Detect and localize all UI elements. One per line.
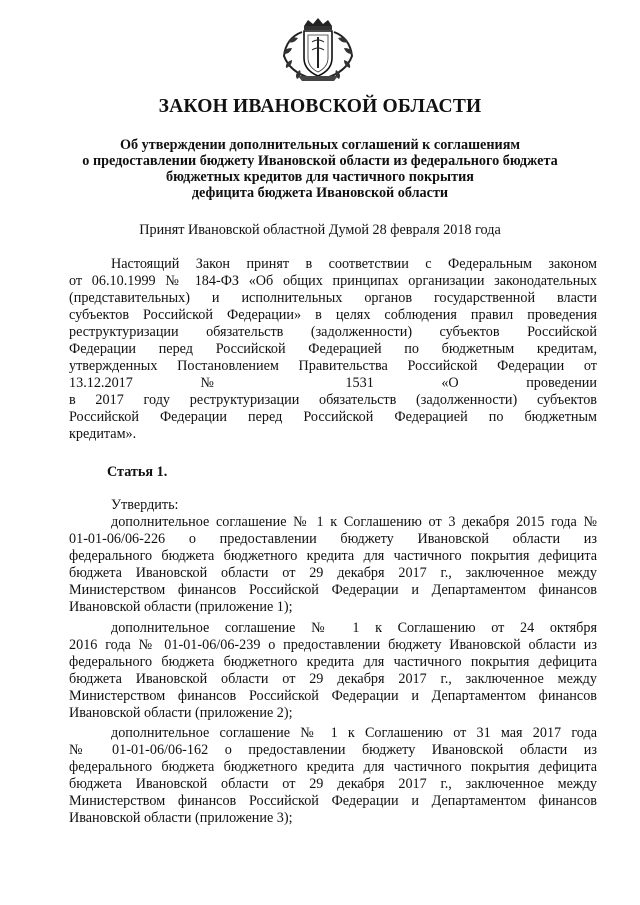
preamble-paragraph [69,256,597,443]
text-line: федерального бюджета бюджетного кредита для частичного покрытия дефицита [69,548,597,564]
text-line: федерального бюджета бюджетного кредита для частичного покрытия дефицита [69,759,597,775]
subtitle-line: дефицита бюджета Ивановской области [191,185,449,201]
text-line: федерального бюджета бюджетного кредита для частичного покрытия дефицита [69,654,597,670]
text-line: от 06.10.1999 № 184-ФЗ «Об общих принципах организации законодательных [69,273,597,289]
text-line: Ивановской области (приложение 3); [69,810,293,826]
subtitle-line: Об утверждении дополнительных соглашений к соглашениям [119,137,521,153]
article-heading: Статья 1. [107,464,168,480]
text-line: № 01-01-06/06-162 о предоставлении бюджету Ивановской области из [69,742,597,758]
approve-line [69,497,597,514]
text-line: реструктуризации обязательств (задолженности) субъектов Российской [69,324,597,340]
subtitle-line: бюджетных кредитов для частичного покрытия [166,169,474,185]
law-subtitle [40,137,600,201]
law-title: ЗАКОН ИВАНОВСКОЙ ОБЛАСТИ [158,96,482,117]
text-line: Федерации перед Российской Федерацией по бюджетным кредитам, [69,341,597,357]
text-line: 01-01-06/06-226 о предоставлении бюджету Ивановской области из [69,531,597,547]
text-line: Министерством финансов Российской Федерации и Департаментом финансов [69,793,597,809]
text-line: в 2017 году реструктуризации обязательств (задолженности) субъектов [69,392,597,408]
text-line: 13.12.2017 № 1531 «О проведении [69,375,597,391]
list-item [69,620,597,722]
text-line: дополнительное соглашение № 1 к Соглашению от 3 декабря 2015 года № [111,514,597,530]
text-line: Ивановской области (приложение 2); [69,705,293,721]
text-line: (представительных) и исполнительных органов государственной власти [69,290,597,306]
text-line: дополнительное соглашение № 1 к Соглашению от 31 мая 2017 года [111,725,597,741]
ivanovo-coat-of-arms-icon [268,18,368,82]
adoption-line: Принят Ивановской областной Думой 28 февраля 2018 года [139,222,501,238]
text-line: 2016 года № 01-01-06/06-239 о предоставлении бюджету Ивановской области из [69,637,597,653]
text-line: субъектов Российской Федерации» в целях соблюдения правил проведения [69,307,597,323]
text-line: Утвердить: [111,497,179,513]
text-line: Российской Федерации перед Российской Федерацией по бюджетным [69,409,597,425]
text-line: утвержденных Постановлением Правительства Российской Федерации от [69,358,597,374]
text-line: Настоящий Закон принят в соответствии с Федеральным законом [111,256,597,272]
text-line: бюджета Ивановской области от 29 декабря 2017 г., заключенное между [69,671,597,687]
text-line: кредитам». [69,426,137,442]
list-item [69,725,597,827]
subtitle-line: о предоставлении бюджету Ивановской области из федерального бюджета [82,153,558,169]
text-line: Министерством финансов Российской Федерации и Департаментом финансов [69,688,597,704]
text-line: дополнительное соглашение № 1 к Соглашению от 24 октября [111,620,597,636]
text-line: бюджета Ивановской области от 29 декабря 2017 г., заключенное между [69,776,597,792]
list-item [69,514,597,616]
text-line: Министерством финансов Российской Федерации и Департаментом финансов [69,582,597,598]
text-line: Ивановской области (приложение 1); [69,599,293,615]
text-line: бюджета Ивановской области от 29 декабря 2017 г., заключенное между [69,565,597,581]
